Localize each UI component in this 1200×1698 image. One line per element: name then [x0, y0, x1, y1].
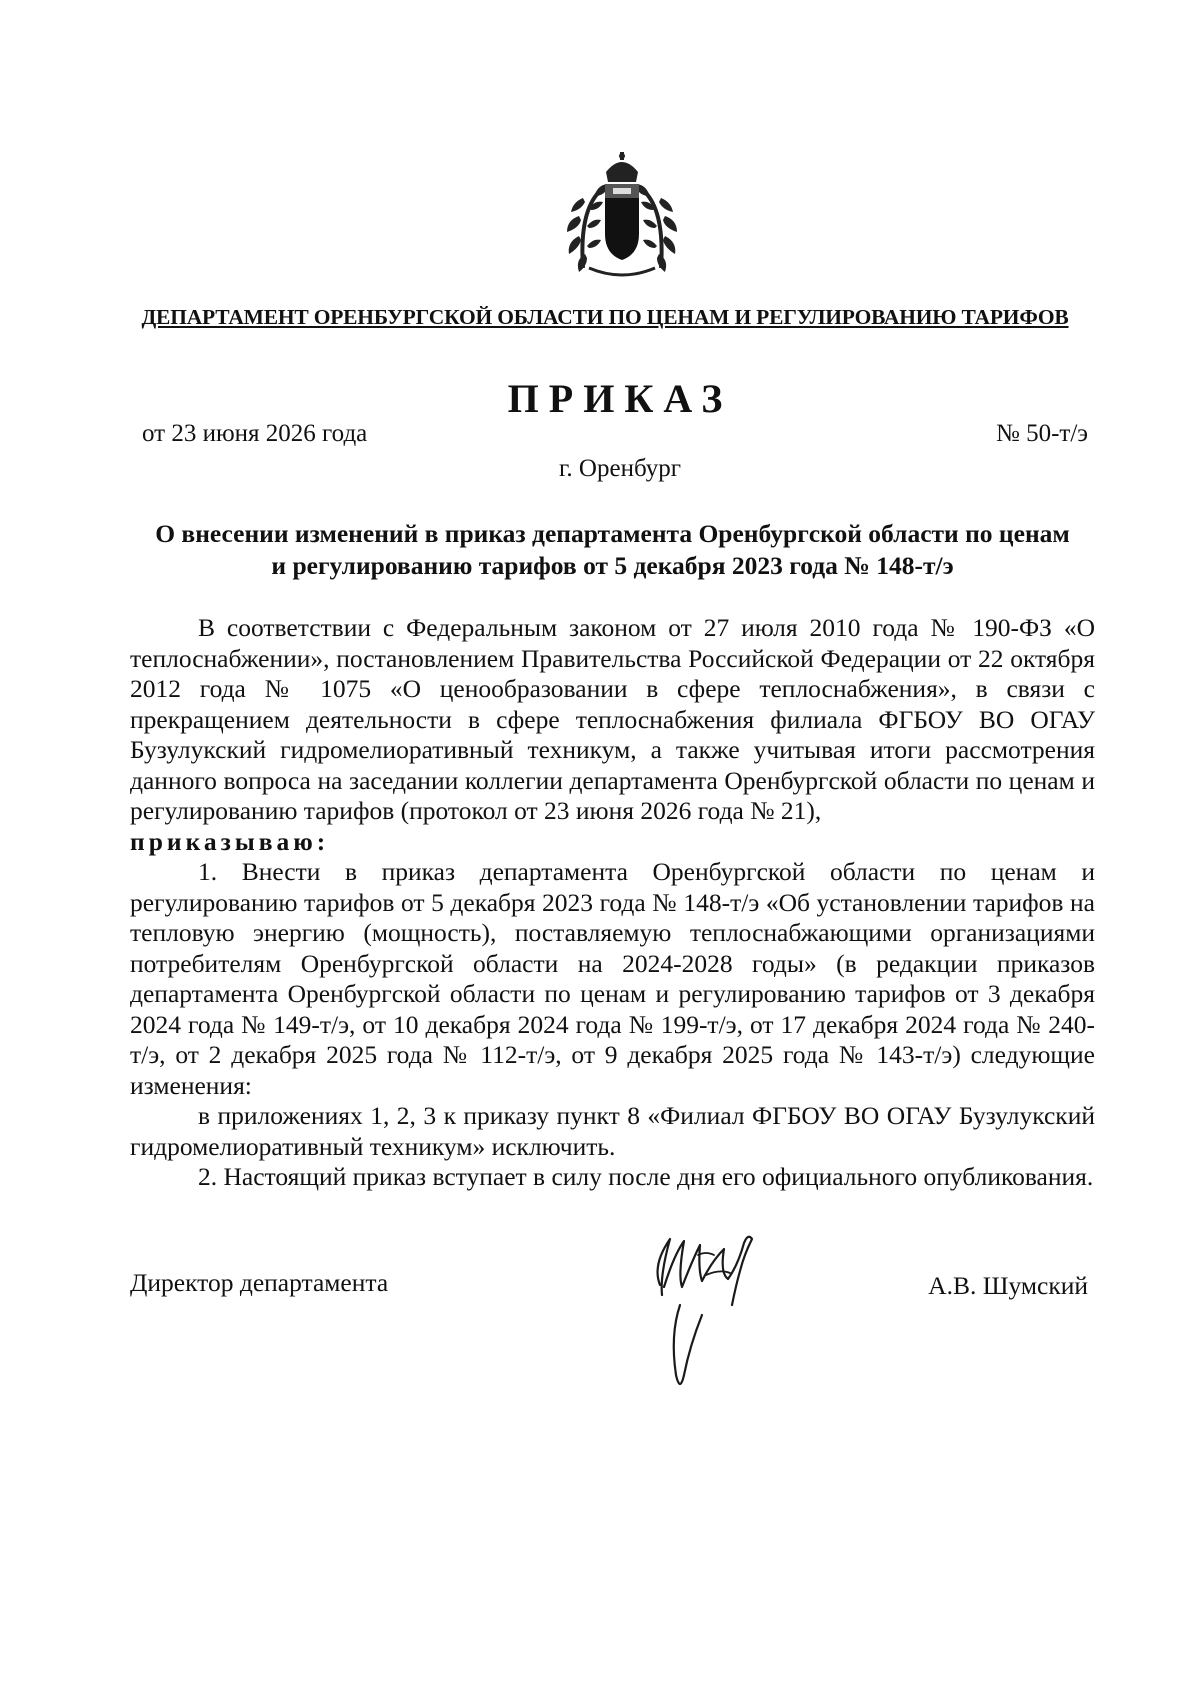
document-subject — [130, 518, 1095, 582]
preamble-paragraph: В соответствии с Федеральным законом от 27 июля 2010 года № 190-ФЗ «О теплоснабжении», постановлением Правительства Российской Федерации от 22 октября 2012 года № 1075 «О ценообразовании в сфере теплоснабжения», в связи с прекращением деятельности в сфере теплоснабжения филиала ФГБОУ ВО ОГАУ Бузулукский гидромелиоративный техникум, а также учитывая итоги рассмотрения данного вопроса на заседании коллегии департамента Оренбургской области по ценам и регулированию тарифов (протокол от 23 июня 2026 года № 21), — [130, 613, 1095, 825]
department-header: ДЕПАРТАМЕНТ ОРЕНБУРГСКОЙ ОБЛАСТИ ПО ЦЕНАМ И РЕГУЛИРОВАНИЮ ТАРИФОВ — [141, 305, 1069, 329]
handwritten-signature — [640, 1225, 820, 1405]
item-1-sub-paragraph: в приложениях 1, 2, 3 к приказу пункт 8 «Филиал ФГБОУ ВО ОГАУ Бузулукский гидромелиоративный техникум» исключить. — [130, 1101, 1095, 1161]
item-1-paragraph: 1. Внести в приказ департамента Оренбургской области по ценам и регулированию тарифов от 5 декабря 2023 года № 148-т/э «Об установлении тарифов на тепловую энергию (мощность), поставляемую теплоснабжающими организациями потребителям Оренбургской области на 2024-2028 годы» (в редакции приказов департамента Оренбургской области по ценам и регулированию тарифов от 3 декабря 2024 года № 149-т/э, от 10 декабря 2024 года № 199-т/э, от 17 декабря 2024 года № 240-т/э, от 2 декабря 2025 года № 112-т/э, от 9 декабря 2025 года № 143-т/э) следующие изменения: — [130, 857, 1095, 1100]
document-date: от 23 июня 2026 года — [142, 420, 368, 447]
document-body — [130, 613, 1095, 1193]
subject-line: и регулированию тарифов от 5 декабря 2023 года № 148-т/э — [271, 551, 954, 580]
signatory-title: Директор департамента — [130, 1268, 389, 1297]
document-number: № 50-т/э — [995, 420, 1088, 447]
document-city: г. Оренбург — [559, 455, 681, 482]
item-2-paragraph: 2. Настоящий приказ вступает в силу после дня его официального опубликования. — [198, 1162, 1094, 1191]
signatory-name: А.В. Шумский — [928, 1271, 1088, 1300]
subject-line: О внесении изменений в приказ департамента Оренбургской области по ценам — [155, 519, 1070, 548]
ordering-word: приказываю: — [130, 826, 330, 856]
document-type: ПРИКАЗ — [507, 376, 733, 421]
coat-of-arms-icon — [561, 150, 683, 280]
